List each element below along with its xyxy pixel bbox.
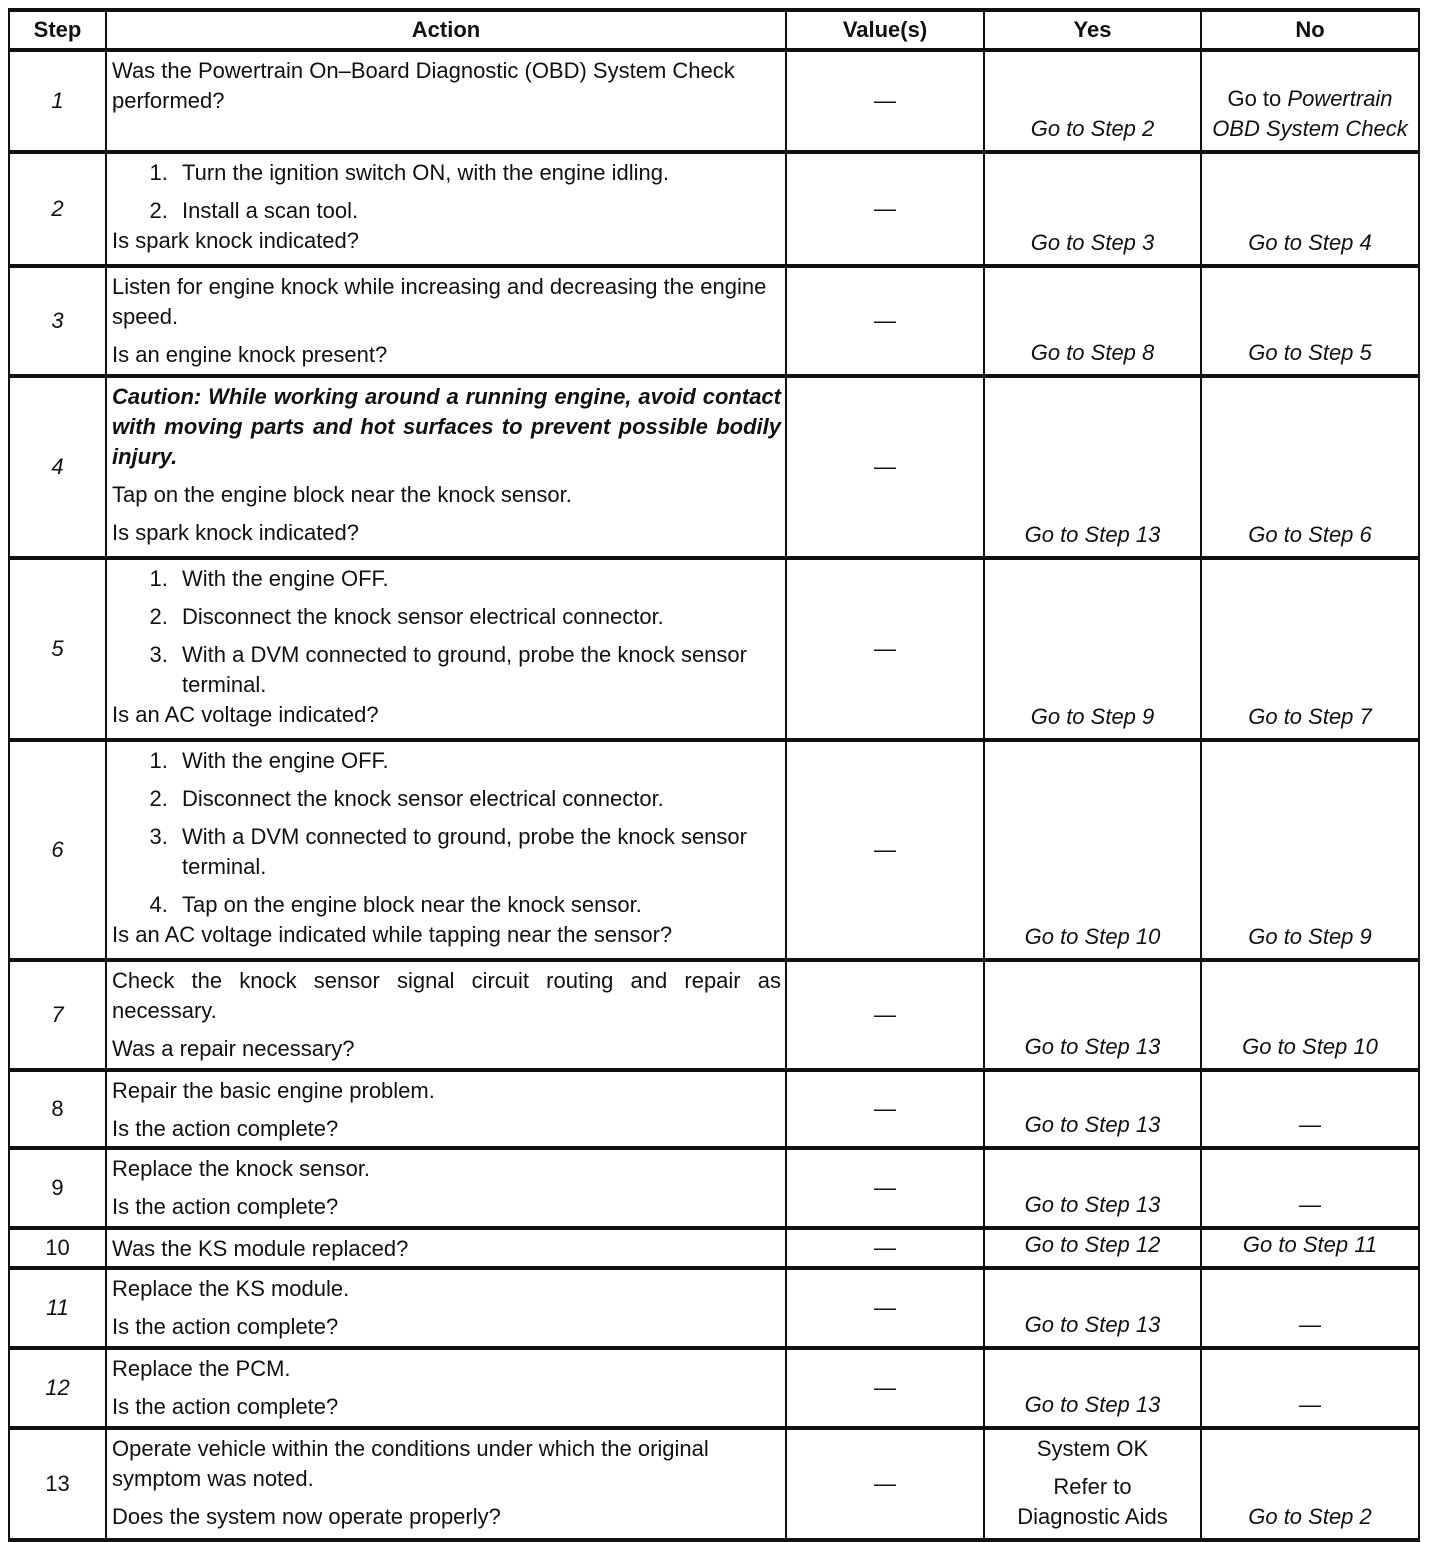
yes-cell [984,1148,1201,1228]
value-cell: — [786,1428,984,1540]
yes-cell [984,266,1201,376]
no-cell [1201,50,1419,152]
header-yes: Yes [984,10,1201,50]
action-cell [106,50,786,152]
action-step: 2. Disconnect the knock sensor electrical connector. [174,784,781,814]
action-question: Is an AC voltage indicated while tapping near the sensor? [112,922,673,947]
yes-cell [984,960,1201,1070]
step-number: 8 [9,1070,106,1148]
action-step: 1. With the engine OFF. [174,746,781,776]
action-cell [106,1228,786,1268]
no-goto-target: Powertrain OBD System Check [1212,86,1408,141]
table-row [9,1148,1419,1228]
table-row [9,960,1419,1070]
header-row [9,10,1419,50]
table-row [9,1348,1419,1428]
step-number: 5 [9,558,106,740]
no-goto: — [1299,1192,1321,1217]
yes-cell [984,1070,1201,1148]
yes-cell [984,50,1201,152]
no-cell [1201,558,1419,740]
step-number: 9 [9,1148,106,1228]
no-goto: Go to Step 11 [1242,1232,1378,1257]
action-cell [106,1428,786,1540]
no-cell [1201,1268,1419,1348]
no-cell [1201,1228,1419,1268]
action-steps [112,158,781,226]
action-cell [106,1348,786,1428]
yes-cell [984,740,1201,960]
action-cell [106,960,786,1070]
action-question: Is spark knock indicated? [112,520,360,545]
action-text: Was the Powertrain On–Board Diagnostic (OBD) System Check performed? [112,58,735,113]
yes-goto: Go to Step 12 [1024,1232,1161,1257]
action-step: 1. With the engine OFF. [174,564,781,594]
no-goto: Go to Step 7 [1248,704,1372,729]
value-cell: — [786,266,984,376]
value-cell: — [786,1348,984,1428]
step-number: 10 [9,1228,106,1268]
no-cell [1201,152,1419,266]
no-cell [1201,1070,1419,1148]
action-cell [106,1148,786,1228]
action-cell [106,266,786,376]
action-steps [112,564,781,700]
action-text: Operate vehicle within the conditions under which the original symptom was noted. [112,1436,709,1491]
step-number: 4 [9,376,106,558]
yes-goto: Go to Step 13 [1024,1034,1161,1059]
action-step: 2. Install a scan tool. [174,196,781,226]
action-text: Repair the basic engine problem. [112,1078,435,1103]
yes-goto: Go to Step 13 [1024,522,1161,547]
action-cell [106,1070,786,1148]
action-text: Check the knock sensor signal circuit routing and repair as necessary. [112,968,781,1023]
value-cell: — [786,740,984,960]
value-cell: — [786,1268,984,1348]
action-step: 3. With a DVM connected to ground, probe the knock sensor terminal. [174,822,781,882]
action-question: Is an AC voltage indicated? [112,702,379,727]
table-row [9,1428,1419,1540]
action-step: 1. Turn the ignition switch ON, with the engine idling. [174,158,781,188]
action-step: 2. Disconnect the knock sensor electrical connector. [174,602,781,632]
yes-goto: Go to Step 13 [1024,1192,1161,1217]
value-cell: — [786,960,984,1070]
yes-goto: Go to Step 10 [1024,924,1161,949]
action-steps [112,746,781,920]
action-cell [106,152,786,266]
value-cell: — [786,50,984,152]
no-goto: — [1299,1312,1321,1337]
diagnostic-table [8,8,1420,1542]
step-number: 6 [9,740,106,960]
no-cell [1201,1148,1419,1228]
no-goto: Go to Step 9 [1248,924,1372,949]
no-cell [1201,740,1419,960]
no-goto: — [1299,1392,1321,1417]
step-number: 2 [9,152,106,266]
value-cell: — [786,1070,984,1148]
yes-goto: Go to Step 3 [1030,230,1155,255]
value-cell: — [786,1148,984,1228]
no-goto: Go to Step 4 [1248,230,1372,255]
no-goto: Go to Step 6 [1248,522,1372,547]
table-row [9,1070,1419,1148]
action-text: Listen for engine knock while increasing and decreasing the engine speed. [112,274,767,329]
no-goto: — [1299,1112,1321,1137]
table-row [9,152,1419,266]
action-text: Replace the PCM. [112,1356,291,1381]
caution-note: Caution: While working around a running engine, avoid contact with moving parts and hot surfaces to prevent possible bodily injury. [112,384,781,469]
yes-cell [984,1428,1201,1540]
no-cell [1201,376,1419,558]
action-cell [106,1268,786,1348]
no-cell [1201,1348,1419,1428]
action-question: Is the action complete? [112,1194,339,1219]
action-text: Replace the knock sensor. [112,1156,371,1181]
header-values: Value(s) [786,10,984,50]
table-row [9,558,1419,740]
no-cell [1201,1428,1419,1540]
table-row [9,50,1419,152]
no-goto: Go to Step 10 [1242,1034,1378,1059]
no-goto: Go to Step 5 [1248,340,1372,365]
action-text: Replace the KS module. [112,1276,350,1301]
step-number: 7 [9,960,106,1070]
action-question: Is the action complete? [112,1394,339,1419]
action-question: Does the system now operate properly? [112,1504,501,1529]
step-number: 12 [9,1348,106,1428]
action-cell [106,740,786,960]
action-cell [106,558,786,740]
yes-goto: Go to Step 9 [1030,704,1155,729]
yes-goto: Go to Step 13 [1024,1112,1161,1137]
step-number: 1 [9,50,106,152]
action-cell [106,376,786,558]
table-row [9,1228,1419,1268]
table-row [9,1268,1419,1348]
action-question: Was a repair necessary? [112,1036,355,1061]
step-number: 11 [9,1268,106,1348]
yes-goto: Go to Step 2 [1030,116,1155,141]
header-no: No [1201,10,1419,50]
header-action: Action [106,10,786,50]
yes-cell [984,152,1201,266]
action-question: Is the action complete? [112,1314,339,1339]
table-row [9,376,1419,558]
yes-cell [984,376,1201,558]
no-goto: Go to Step 2 [1248,1504,1372,1529]
no-goto-prefix: Go to [1227,86,1282,111]
no-cell [1201,960,1419,1070]
value-cell: — [786,1228,984,1268]
value-cell: — [786,376,984,558]
no-cell [1201,266,1419,376]
action-text: Tap on the engine block near the knock sensor. [112,482,572,507]
yes-refer: Refer to Diagnostic Aids [1017,1474,1168,1529]
header-step: Step [9,10,106,50]
step-number: 3 [9,266,106,376]
step-number: 13 [9,1428,106,1540]
action-question: Is the action complete? [112,1116,339,1141]
yes-goto: Go to Step 13 [1024,1312,1161,1337]
action-step: 3. With a DVM connected to ground, probe the knock sensor terminal. [174,640,781,700]
yes-cell [984,558,1201,740]
yes-goto: Go to Step 8 [1030,340,1155,365]
action-question: Is an engine knock present? [112,342,388,367]
value-cell: — [786,152,984,266]
value-cell: — [786,558,984,740]
action-text: Was the KS module replaced? [112,1236,409,1261]
yes-status: System OK [1036,1436,1149,1461]
action-step: 4. Tap on the engine block near the knock sensor. [174,890,781,920]
yes-goto: Go to Step 13 [1024,1392,1161,1417]
action-question: Is spark knock indicated? [112,228,360,253]
yes-cell [984,1228,1201,1268]
yes-cell [984,1348,1201,1428]
yes-cell [984,1268,1201,1348]
table-row [9,740,1419,960]
table-row [9,266,1419,376]
